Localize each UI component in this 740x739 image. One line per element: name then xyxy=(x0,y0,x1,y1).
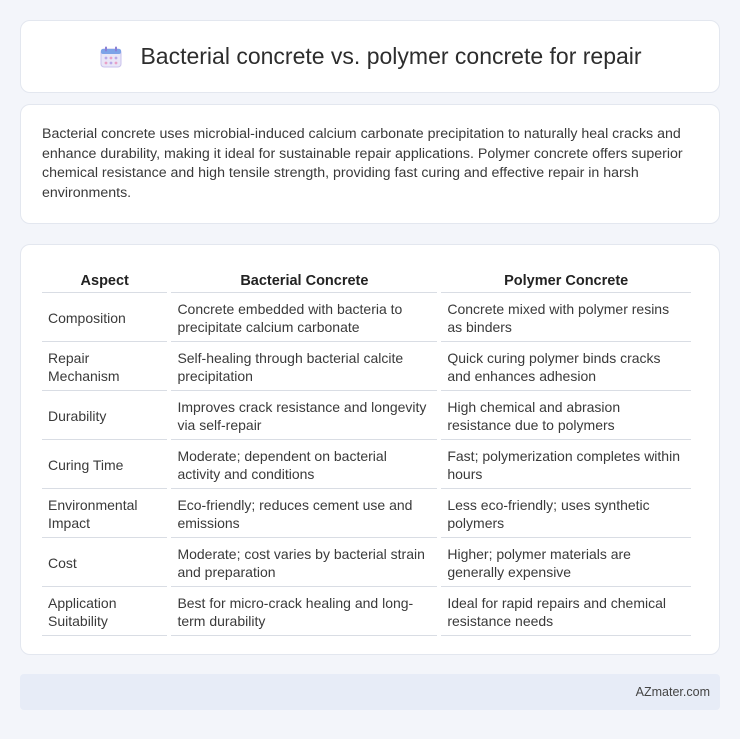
row-bacterial: Concrete embedded with bacteria to precipitate calcium carbonate xyxy=(171,293,437,342)
table-header-row xyxy=(42,266,691,293)
calendar-icon xyxy=(98,44,124,70)
table-row xyxy=(42,440,691,489)
row-polymer: Concrete mixed with polymer resins as binders xyxy=(441,293,691,342)
header-bacterial-concrete: Bacterial Concrete xyxy=(171,266,437,293)
row-aspect: Application Suitability xyxy=(42,587,167,636)
footer-brand[interactable]: AZmater.com xyxy=(635,685,710,699)
header-aspect: Aspect xyxy=(42,266,167,293)
summary-card xyxy=(20,104,720,224)
row-bacterial: Moderate; dependent on bacterial activity and conditions xyxy=(171,440,437,489)
table-row xyxy=(42,489,691,538)
row-aspect: Cost xyxy=(42,538,167,587)
table-row xyxy=(42,293,691,342)
footer xyxy=(20,674,720,710)
header-polymer-concrete: Polymer Concrete xyxy=(441,266,691,293)
row-polymer: Higher; polymer materials are generally expensive xyxy=(441,538,691,587)
row-aspect: Repair Mechanism xyxy=(42,342,167,391)
comparison-table xyxy=(38,266,695,636)
row-polymer: Ideal for rapid repairs and chemical resistance needs xyxy=(441,587,691,636)
table-row xyxy=(42,538,691,587)
row-aspect: Environmental Impact xyxy=(42,489,167,538)
row-polymer: Less eco-friendly; uses synthetic polymers xyxy=(441,489,691,538)
row-bacterial: Best for micro-crack healing and long-term durability xyxy=(171,587,437,636)
page-title: Bacterial concrete vs. polymer concrete for repair xyxy=(140,43,642,69)
summary-text: Bacterial concrete uses microbial-induced calcium carbonate precipitation to naturally heal cracks and enhance durability, making it ideal for sustainable repair applications. Polymer concrete offers superior chemical resistance and high tensile strength, providing fast curing and effective repair in harsh environments. xyxy=(42,126,683,201)
title-card xyxy=(20,20,720,93)
table-row xyxy=(42,587,691,636)
row-polymer: Fast; polymerization completes within hours xyxy=(441,440,691,489)
row-polymer: Quick curing polymer binds cracks and enhances adhesion xyxy=(441,342,691,391)
table-row xyxy=(42,391,691,440)
comparison-table-card xyxy=(20,244,720,655)
row-bacterial: Moderate; cost varies by bacterial strain and preparation xyxy=(171,538,437,587)
row-bacterial: Eco-friendly; reduces cement use and emissions xyxy=(171,489,437,538)
row-aspect: Curing Time xyxy=(42,440,167,489)
row-bacterial: Improves crack resistance and longevity via self-repair xyxy=(171,391,437,440)
table-row xyxy=(42,342,691,391)
row-polymer: High chemical and abrasion resistance due to polymers xyxy=(441,391,691,440)
row-bacterial: Self-healing through bacterial calcite precipitation xyxy=(171,342,437,391)
row-aspect: Durability xyxy=(42,391,167,440)
row-aspect: Composition xyxy=(42,293,167,342)
